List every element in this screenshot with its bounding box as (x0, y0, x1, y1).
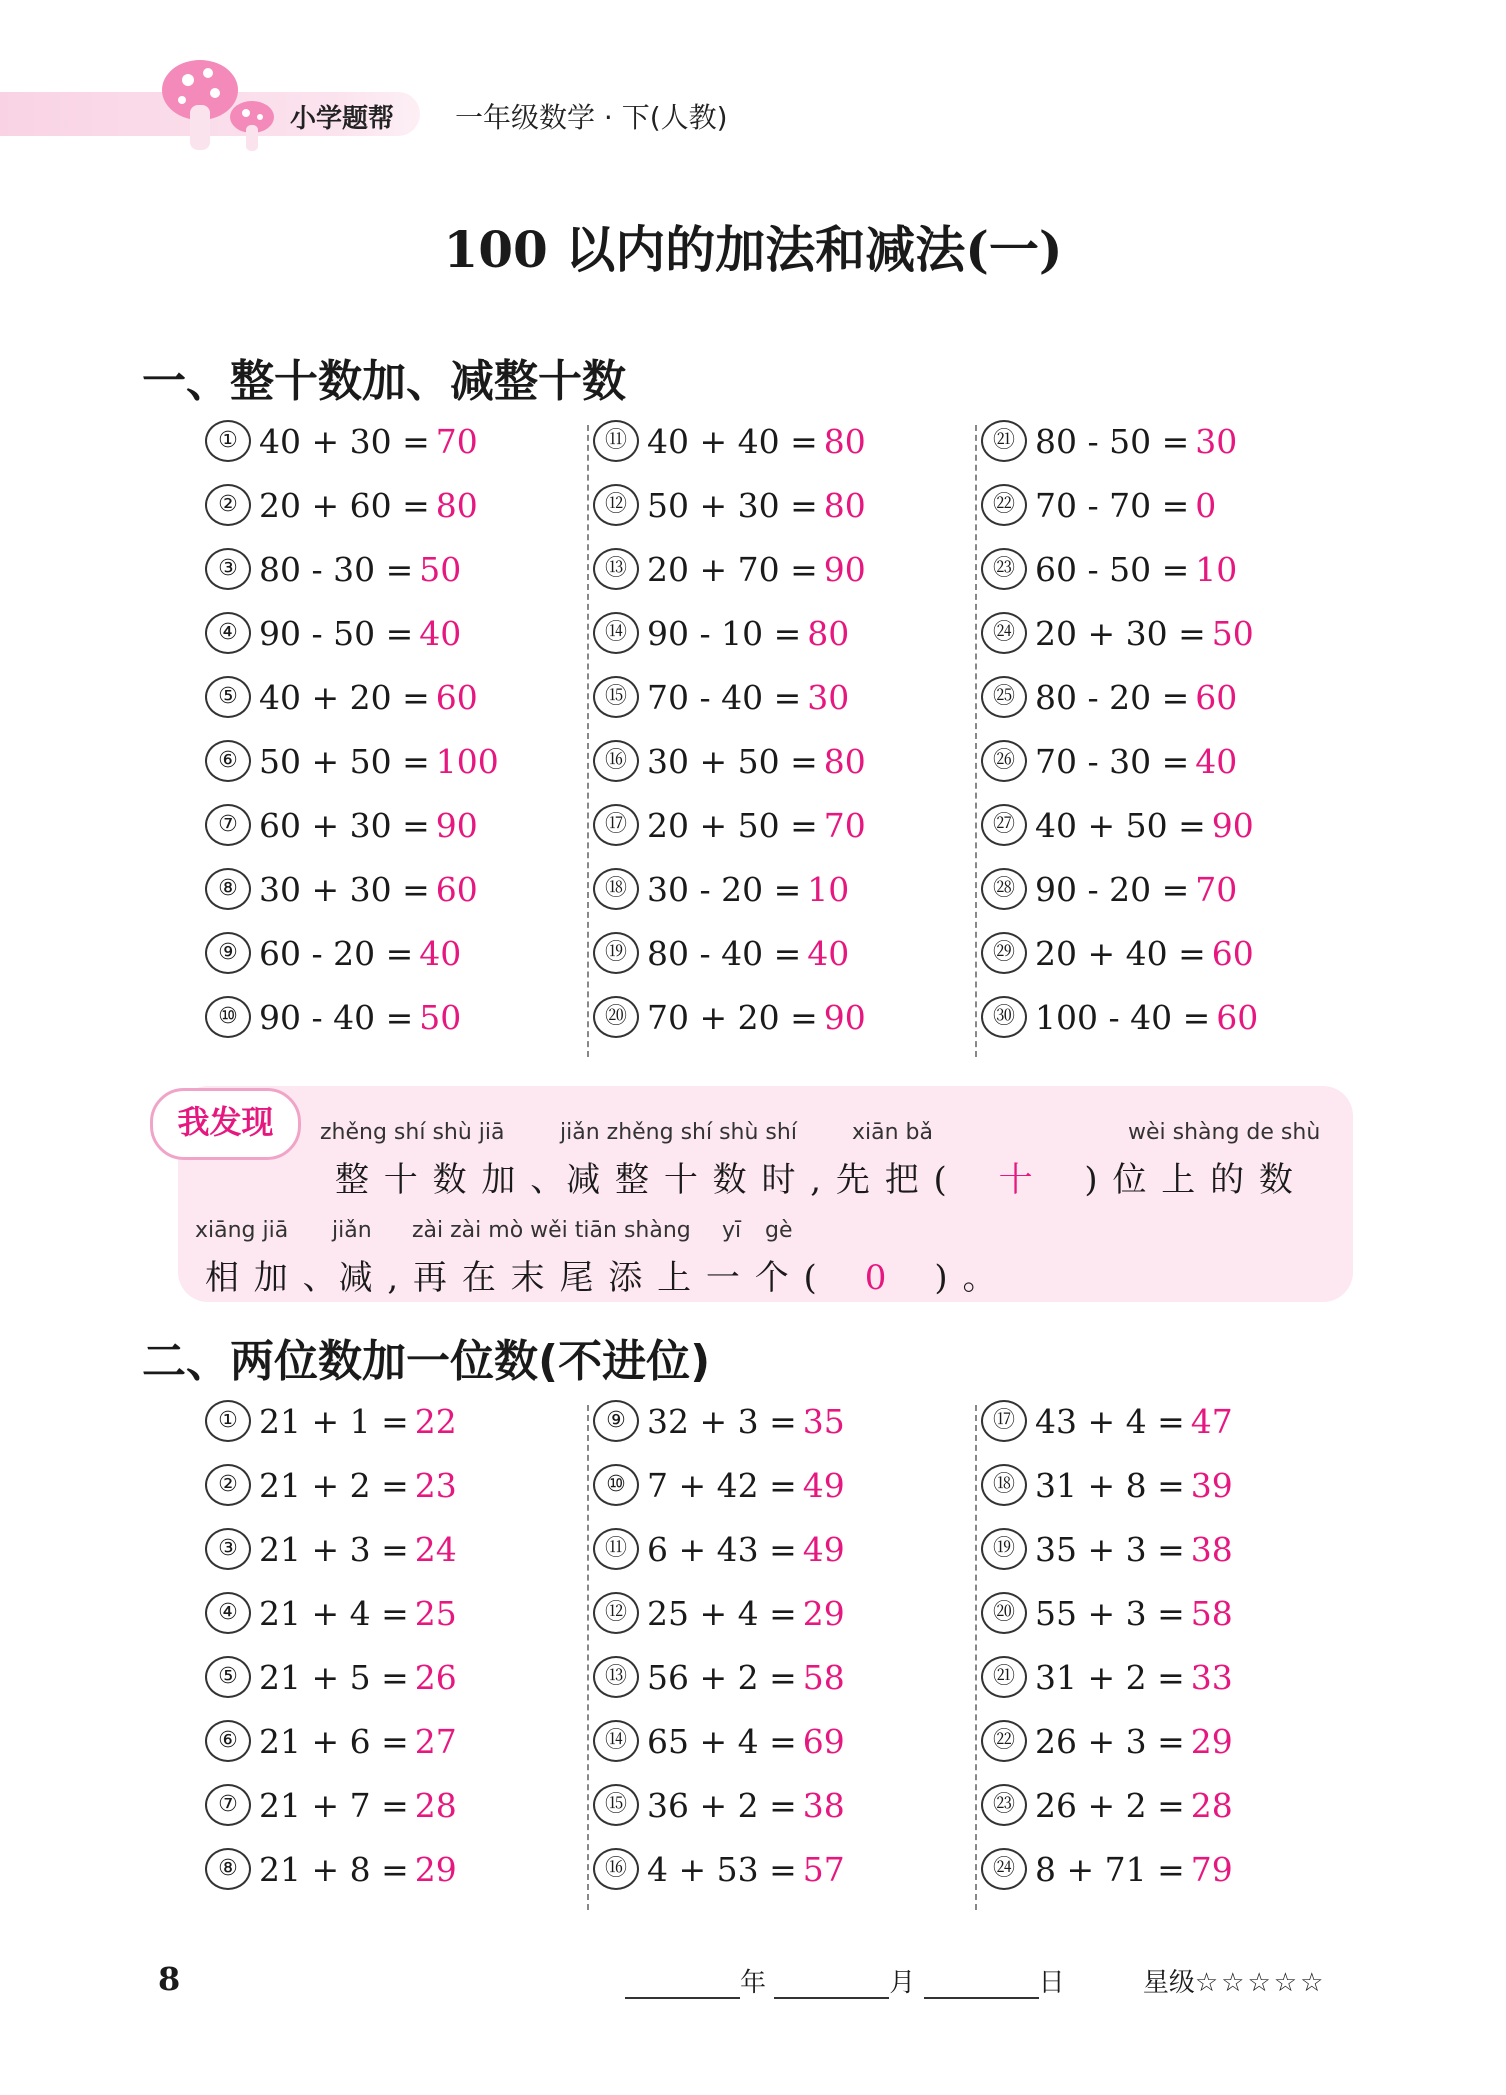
exercise-answer: 80 (435, 486, 478, 525)
exercise-row (593, 922, 849, 986)
exercise-number: ㉙ (981, 932, 1027, 974)
exercise-question: 40 + 30 = (259, 422, 430, 461)
exercise-answer: 10 (1195, 550, 1238, 589)
exercise-number: ⑰ (593, 804, 639, 846)
section2-title: 二、两位数加一位数(不进位) (142, 1336, 711, 1387)
mushroom-logo-icon (160, 55, 280, 155)
exercise-question: 26 + 3 = (1035, 1722, 1185, 1761)
exercise-row (205, 410, 478, 474)
exercise-row (205, 1390, 457, 1454)
exercise-number: ① (205, 420, 251, 462)
exercise-question: 90 - 40 = (259, 998, 414, 1037)
page-number: 8 (158, 1960, 181, 1998)
exercise-question: 56 + 2 = (647, 1658, 797, 1697)
exercise-answer: 90 (823, 998, 866, 1037)
exercise-question: 21 + 1 = (259, 1402, 409, 1441)
exercise-number: ⑳ (981, 1592, 1027, 1634)
exercise-answer: 38 (1190, 1530, 1233, 1569)
exercise-question: 70 - 40 = (647, 678, 802, 717)
exercise-row (981, 474, 1216, 538)
exercise-number: ㉒ (981, 1720, 1027, 1762)
exercise-answer: 38 (802, 1786, 845, 1825)
exercise-answer: 29 (802, 1594, 845, 1633)
exercise-number: ⑲ (593, 932, 639, 974)
exercise-row (981, 1774, 1233, 1838)
series-name: 小学题帮 (290, 104, 395, 134)
exercise-row (205, 666, 478, 730)
exercise-row (981, 538, 1237, 602)
exercise-number: ⑦ (205, 804, 251, 846)
exercise-number: ⑪ (593, 1528, 639, 1570)
exercise-answer: 26 (414, 1658, 457, 1697)
exercise-question: 80 - 40 = (647, 934, 802, 973)
exercise-answer: 30 (807, 678, 850, 717)
exercise-answer: 47 (1190, 1402, 1233, 1441)
exercise-question: 43 + 4 = (1035, 1402, 1185, 1441)
exercise-question: 70 + 20 = (647, 998, 818, 1037)
exercise-number: ⑯ (593, 1848, 639, 1890)
exercise-row (593, 1646, 845, 1710)
exercise-answer: 50 (419, 998, 462, 1037)
exercise-answer: 80 (823, 422, 866, 461)
exercise-question: 20 + 30 = (1035, 614, 1206, 653)
column-divider (975, 1405, 977, 1910)
exercise-number: ⑨ (593, 1400, 639, 1442)
exercise-number: ㉓ (981, 1784, 1027, 1826)
exercise-number: ⑫ (593, 484, 639, 526)
exercise-row (981, 858, 1237, 922)
exercise-answer: 57 (802, 1850, 845, 1889)
exercise-row (981, 602, 1254, 666)
exercise-question: 21 + 7 = (259, 1786, 409, 1825)
exercise-question: 7 + 42 = (647, 1466, 797, 1505)
exercise-answer: 60 (1211, 934, 1254, 973)
exercise-question: 90 - 20 = (1035, 870, 1190, 909)
exercise-row (205, 1774, 457, 1838)
exercise-number: ⑧ (205, 1848, 251, 1890)
exercise-row (981, 666, 1237, 730)
exercise-answer: 35 (802, 1402, 845, 1441)
exercise-row (593, 1582, 845, 1646)
exercise-question: 70 - 70 = (1035, 486, 1190, 525)
exercise-row (593, 794, 866, 858)
exercise-answer: 40 (807, 934, 850, 973)
exercise-question: 20 + 50 = (647, 806, 818, 845)
exercise-number: ② (205, 484, 251, 526)
month-blank[interactable] (774, 1971, 889, 1999)
exercise-answer: 39 (1190, 1466, 1233, 1505)
exercise-number: ㉑ (981, 420, 1027, 462)
exercise-number: ㉒ (981, 484, 1027, 526)
exercise-row (593, 1710, 845, 1774)
exercise-number: ⑤ (205, 676, 251, 718)
exercise-row (981, 1518, 1233, 1582)
exercise-answer: 27 (414, 1722, 457, 1761)
exercise-number: ⑬ (593, 1656, 639, 1698)
exercise-number: ㉑ (981, 1656, 1027, 1698)
exercise-answer: 60 (1195, 678, 1238, 717)
page-title: 100 以内的加法和减法(一) (443, 220, 1063, 279)
discover-answer: 十 (998, 1160, 1035, 1200)
exercise-question: 100 - 40 = (1035, 998, 1211, 1037)
exercise-answer: 22 (414, 1402, 457, 1441)
exercise-answer: 30 (1195, 422, 1238, 461)
exercise-row (205, 474, 478, 538)
exercise-row (593, 474, 866, 538)
exercise-row (981, 730, 1237, 794)
exercise-number: ⑭ (593, 612, 639, 654)
exercise-answer: 50 (1211, 614, 1254, 653)
exercise-answer: 29 (414, 1850, 457, 1889)
exercise-row (593, 538, 866, 602)
exercise-row (205, 1518, 457, 1582)
exercise-answer: 80 (823, 742, 866, 781)
exercise-answer: 70 (1195, 870, 1238, 909)
exercise-question: 20 + 40 = (1035, 934, 1206, 973)
exercise-row (205, 1838, 457, 1902)
year-blank[interactable] (625, 1971, 740, 1999)
exercise-question: 80 - 50 = (1035, 422, 1190, 461)
exercise-number: ⑳ (593, 996, 639, 1038)
exercise-number: ⑭ (593, 1720, 639, 1762)
exercise-row (981, 922, 1254, 986)
exercise-question: 40 + 20 = (259, 678, 430, 717)
exercise-row (981, 1390, 1233, 1454)
exercise-row (593, 1454, 845, 1518)
exercise-answer: 40 (419, 614, 462, 653)
section2-exercises (205, 1390, 1285, 1910)
exercise-question: 8 + 71 = (1035, 1850, 1185, 1889)
discover-text: 整 十 数 加 、减 整 十 数 时 , 先 把 ( 十 ) 位 上 的 数 (335, 1152, 1295, 1201)
exercise-answer: 28 (414, 1786, 457, 1825)
exercise-number: ㉕ (981, 676, 1027, 718)
exercise-answer: 33 (1190, 1658, 1233, 1697)
exercise-row (593, 986, 866, 1050)
date-rating-line: 年 月 日 星级☆☆☆☆☆ (625, 1962, 1326, 1999)
exercise-answer: 49 (802, 1530, 845, 1569)
discover-text: 相 加 、减 , 再 在 末 尾 添 上 一 个 ( 0 ) 。 (205, 1258, 999, 1298)
exercise-number: ⑩ (593, 1464, 639, 1506)
exercise-answer: 90 (1211, 806, 1254, 845)
exercise-question: 31 + 8 = (1035, 1466, 1185, 1505)
pinyin: wèi shàng de shù (1128, 1120, 1321, 1145)
exercise-row (981, 1710, 1233, 1774)
exercise-row (593, 730, 866, 794)
exercise-row (205, 858, 478, 922)
day-blank[interactable] (924, 1971, 1039, 1999)
exercise-answer: 25 (414, 1594, 457, 1633)
discover-answer: 0 (864, 1258, 889, 1298)
exercise-question: 40 + 50 = (1035, 806, 1206, 845)
exercise-row (981, 410, 1237, 474)
exercise-answer: 49 (802, 1466, 845, 1505)
exercise-row (205, 602, 461, 666)
exercise-question: 31 + 2 = (1035, 1658, 1185, 1697)
exercise-answer: 60 (435, 870, 478, 909)
exercise-number: ⑬ (593, 548, 639, 590)
exercise-row (593, 858, 849, 922)
pinyin: zài zài mò wěi tiān shàng (412, 1218, 691, 1243)
exercise-answer: 40 (1195, 742, 1238, 781)
exercise-question: 40 + 40 = (647, 422, 818, 461)
exercise-answer: 50 (419, 550, 462, 589)
exercise-question: 70 - 30 = (1035, 742, 1190, 781)
pinyin: yī (722, 1218, 742, 1243)
exercise-question: 80 - 20 = (1035, 678, 1190, 717)
exercise-row (205, 1710, 457, 1774)
exercise-answer: 58 (1190, 1594, 1233, 1633)
exercise-row (205, 730, 499, 794)
exercise-question: 6 + 43 = (647, 1530, 797, 1569)
exercise-question: 4 + 53 = (647, 1850, 797, 1889)
exercise-answer: 70 (823, 806, 866, 845)
exercise-answer: 70 (435, 422, 478, 461)
grade-label: 一年级数学 · 下(人教) (455, 101, 728, 134)
exercise-answer: 69 (802, 1722, 845, 1761)
exercise-number: ⑱ (593, 868, 639, 910)
exercise-row (593, 1774, 845, 1838)
exercise-answer: 29 (1190, 1722, 1233, 1761)
exercise-number: ① (205, 1400, 251, 1442)
pinyin: xiān bǎ (852, 1120, 933, 1145)
exercise-question: 20 + 60 = (259, 486, 430, 525)
exercise-row (981, 1454, 1233, 1518)
section1-title: 一、整十数加、减整十数 (142, 356, 626, 407)
exercise-question: 30 - 20 = (647, 870, 802, 909)
exercise-answer: 60 (1216, 998, 1259, 1037)
exercise-number: ⑮ (593, 676, 639, 718)
exercise-number: ③ (205, 1528, 251, 1570)
exercise-answer: 0 (1195, 486, 1217, 525)
exercise-number: ④ (205, 612, 251, 654)
exercise-number: ⑮ (593, 1784, 639, 1826)
exercise-question: 30 + 50 = (647, 742, 818, 781)
exercise-number: ⑨ (205, 932, 251, 974)
exercise-number: ⑩ (205, 996, 251, 1038)
exercise-number: ⑲ (981, 1528, 1027, 1570)
exercise-answer: 24 (414, 1530, 457, 1569)
exercise-number: ㉓ (981, 548, 1027, 590)
exercise-row (981, 1646, 1233, 1710)
exercise-number: ㉚ (981, 996, 1027, 1038)
exercise-row (205, 794, 478, 858)
exercise-number: ㉘ (981, 868, 1027, 910)
exercise-question: 21 + 6 = (259, 1722, 409, 1761)
rating-stars: ☆☆☆☆☆ (1194, 1968, 1327, 1998)
exercise-number: ③ (205, 548, 251, 590)
exercise-question: 60 - 50 = (1035, 550, 1190, 589)
exercise-answer: 28 (1190, 1786, 1233, 1825)
exercise-number: ② (205, 1464, 251, 1506)
pinyin: zhěng shí shù jiā (320, 1120, 505, 1145)
exercise-answer: 90 (435, 806, 478, 845)
pinyin: gè (765, 1218, 793, 1243)
exercise-number: ⑯ (593, 740, 639, 782)
exercise-number: ⑦ (205, 1784, 251, 1826)
exercise-question: 55 + 3 = (1035, 1594, 1185, 1633)
exercise-row (205, 1582, 457, 1646)
exercise-number: ⑧ (205, 868, 251, 910)
exercise-row (593, 602, 849, 666)
exercise-answer: 90 (823, 550, 866, 589)
exercise-answer: 40 (419, 934, 462, 973)
section1-exercises (205, 410, 1285, 1060)
exercise-question: 21 + 4 = (259, 1594, 409, 1633)
exercise-row (205, 1454, 457, 1518)
exercise-answer: 60 (435, 678, 478, 717)
exercise-row (981, 1838, 1233, 1902)
exercise-question: 30 + 30 = (259, 870, 430, 909)
exercise-answer: 80 (807, 614, 850, 653)
exercise-number: ⑱ (981, 1464, 1027, 1506)
exercise-number: ㉗ (981, 804, 1027, 846)
exercise-question: 21 + 2 = (259, 1466, 409, 1505)
exercise-question: 60 + 30 = (259, 806, 430, 845)
exercise-number: ⑥ (205, 1720, 251, 1762)
exercise-number: ㉖ (981, 740, 1027, 782)
exercise-question: 50 + 50 = (259, 742, 430, 781)
exercise-row (205, 986, 461, 1050)
exercise-row (981, 1582, 1233, 1646)
discover-badge: 我发现 (150, 1088, 301, 1160)
exercise-answer: 58 (802, 1658, 845, 1697)
exercise-row (205, 922, 461, 986)
exercise-number: ㉔ (981, 1848, 1027, 1890)
exercise-question: 20 + 70 = (647, 550, 818, 589)
exercise-question: 90 - 10 = (647, 614, 802, 653)
exercise-question: 26 + 2 = (1035, 1786, 1185, 1825)
exercise-row (593, 666, 849, 730)
exercise-question: 21 + 8 = (259, 1850, 409, 1889)
column-divider (587, 1405, 589, 1910)
exercise-question: 21 + 3 = (259, 1530, 409, 1569)
exercise-question: 90 - 50 = (259, 614, 414, 653)
column-divider (975, 425, 977, 1057)
exercise-number: ⑫ (593, 1592, 639, 1634)
exercise-row (205, 538, 461, 602)
exercise-answer: 80 (823, 486, 866, 525)
pinyin: jiǎn zhěng shí shù shí (560, 1120, 797, 1145)
exercise-answer: 23 (414, 1466, 457, 1505)
exercise-number: ㉔ (981, 612, 1027, 654)
exercise-question: 21 + 5 = (259, 1658, 409, 1697)
pinyin: jiǎn (332, 1218, 372, 1243)
exercise-row (593, 410, 866, 474)
exercise-answer: 79 (1190, 1850, 1233, 1889)
exercise-number: ⑥ (205, 740, 251, 782)
exercise-row (981, 794, 1254, 858)
exercise-question: 60 - 20 = (259, 934, 414, 973)
exercise-number: ⑰ (981, 1400, 1027, 1442)
exercise-row (981, 986, 1258, 1050)
exercise-question: 35 + 3 = (1035, 1530, 1185, 1569)
exercise-number: ⑪ (593, 420, 639, 462)
exercise-question: 80 - 30 = (259, 550, 414, 589)
exercise-question: 32 + 3 = (647, 1402, 797, 1441)
exercise-question: 50 + 30 = (647, 486, 818, 525)
exercise-row (593, 1390, 845, 1454)
exercise-question: 36 + 2 = (647, 1786, 797, 1825)
exercise-row (205, 1646, 457, 1710)
exercise-row (593, 1518, 845, 1582)
column-divider (587, 425, 589, 1057)
exercise-question: 65 + 4 = (647, 1722, 797, 1761)
exercise-answer: 100 (435, 742, 499, 781)
exercise-question: 25 + 4 = (647, 1594, 797, 1633)
exercise-number: ④ (205, 1592, 251, 1634)
exercise-number: ⑤ (205, 1656, 251, 1698)
exercise-answer: 10 (807, 870, 850, 909)
exercise-row (593, 1838, 845, 1902)
pinyin: xiāng jiā (195, 1218, 289, 1243)
